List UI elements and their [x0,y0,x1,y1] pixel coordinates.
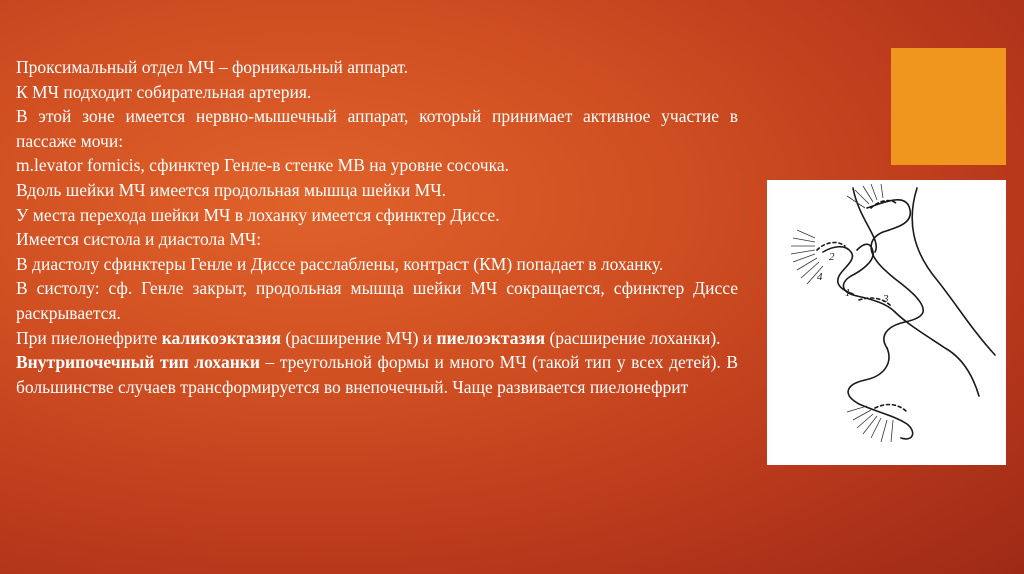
label-1: 1 [845,287,851,299]
label-2: 2 [829,251,835,263]
text-line: Вдоль шейки МЧ имеется продольная мышца шейки МЧ. [16,179,446,200]
text-line: Проксимальный отдел МЧ – форникальный аппарат. [16,57,409,77]
pelvis-outline [912,188,995,355]
calyx-diagram [767,180,1006,465]
slide-text [16,55,738,399]
lower-calyx [848,348,913,439]
intrarenal-paragraph: Внутрипочечный тип лоханки – треугольной формы и много МЧ (такой тип у всех детей). В большинстве случаев трансформируется во внепочечный. Чаще развивается пиелонефрит [16,352,739,397]
label-4: 4 [817,271,823,283]
pyelonephritis-paragraph: При пиелонефрите каликоэктазия (расширение МЧ) и пиелоэктазия (расширение лоханки). [16,327,721,348]
term-calicoectasia: каликоэктазия [161,327,281,348]
term-pyeloectasia: пиелоэктазия [436,327,546,348]
label-3: 3 [883,293,889,305]
accent-block [891,48,1006,165]
text-line: m.levator fornicis, сфинктер Генле-в стенке МВ на уровне сосочка. [16,155,509,176]
text-line: В этой зоне имеется нервно-мышечный аппарат, который принимает активное участие в пассаже мочи: [16,106,738,151]
term-intrarenal-pelvis: Внутрипочечный тип лоханки [16,352,260,373]
text-line: К МЧ подходит собирательная артерия. [16,81,312,102]
text-line: В диастолу сфинктеры Генле и Диссе расслаблены, контраст (КМ) попадает в лоханку. [16,253,664,274]
text-line: В систолу: сф. Генле закрыт, продольная мышца шейки МЧ сокращается, сфинктер Диссе раскрывается. [16,278,738,323]
text-line: У места перехода шейки МЧ в лоханку имеется сфинктер Диссе. [16,204,500,225]
text-line: Имеется систола и диастола МЧ: [16,229,262,250]
calyx-drawing [767,180,1006,465]
upper-calyx [867,200,923,348]
